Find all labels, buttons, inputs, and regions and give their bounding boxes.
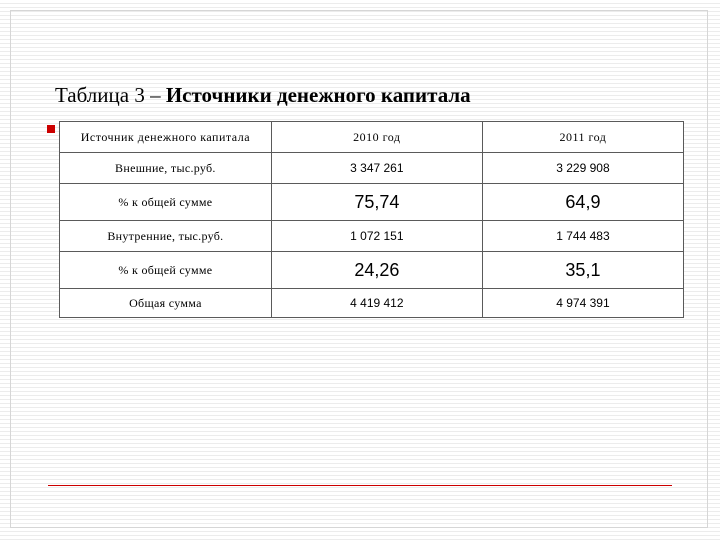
- footer-divider: [48, 485, 672, 486]
- row-label: Внешние, тыс.руб.: [60, 153, 272, 184]
- title-bold: Источники денежного капитала: [165, 83, 471, 107]
- row-label: % к общей сумме: [60, 184, 272, 221]
- table-row: [60, 221, 684, 252]
- value-2011: 64,9: [482, 184, 683, 221]
- slide-title: [55, 82, 471, 108]
- table-header-row: [60, 122, 684, 153]
- value-2011: 4 974 391: [482, 289, 683, 318]
- table-row: [60, 184, 684, 221]
- title-prefix: Таблица 3 –: [55, 83, 166, 107]
- value-2010: 75,74: [271, 184, 482, 221]
- header-2011: 2011 год: [482, 122, 683, 153]
- value-2010: 1 072 151: [271, 221, 482, 252]
- capital-sources-table: [59, 121, 684, 318]
- header-source: Источник денежного капитала: [60, 122, 272, 153]
- value-2011: 3 229 908: [482, 153, 683, 184]
- table-row: [60, 289, 684, 318]
- value-2010: 3 347 261: [271, 153, 482, 184]
- row-label: Общая сумма: [60, 289, 272, 318]
- table-row: [60, 153, 684, 184]
- row-label: Внутренние, тыс.руб.: [60, 221, 272, 252]
- value-2011: 1 744 483: [482, 221, 683, 252]
- value-2010: 24,26: [271, 252, 482, 289]
- header-2010: 2010 год: [271, 122, 482, 153]
- value-2011: 35,1: [482, 252, 683, 289]
- bullet-marker: [47, 125, 55, 133]
- row-label: % к общей сумме: [60, 252, 272, 289]
- table-row: [60, 252, 684, 289]
- value-2010: 4 419 412: [271, 289, 482, 318]
